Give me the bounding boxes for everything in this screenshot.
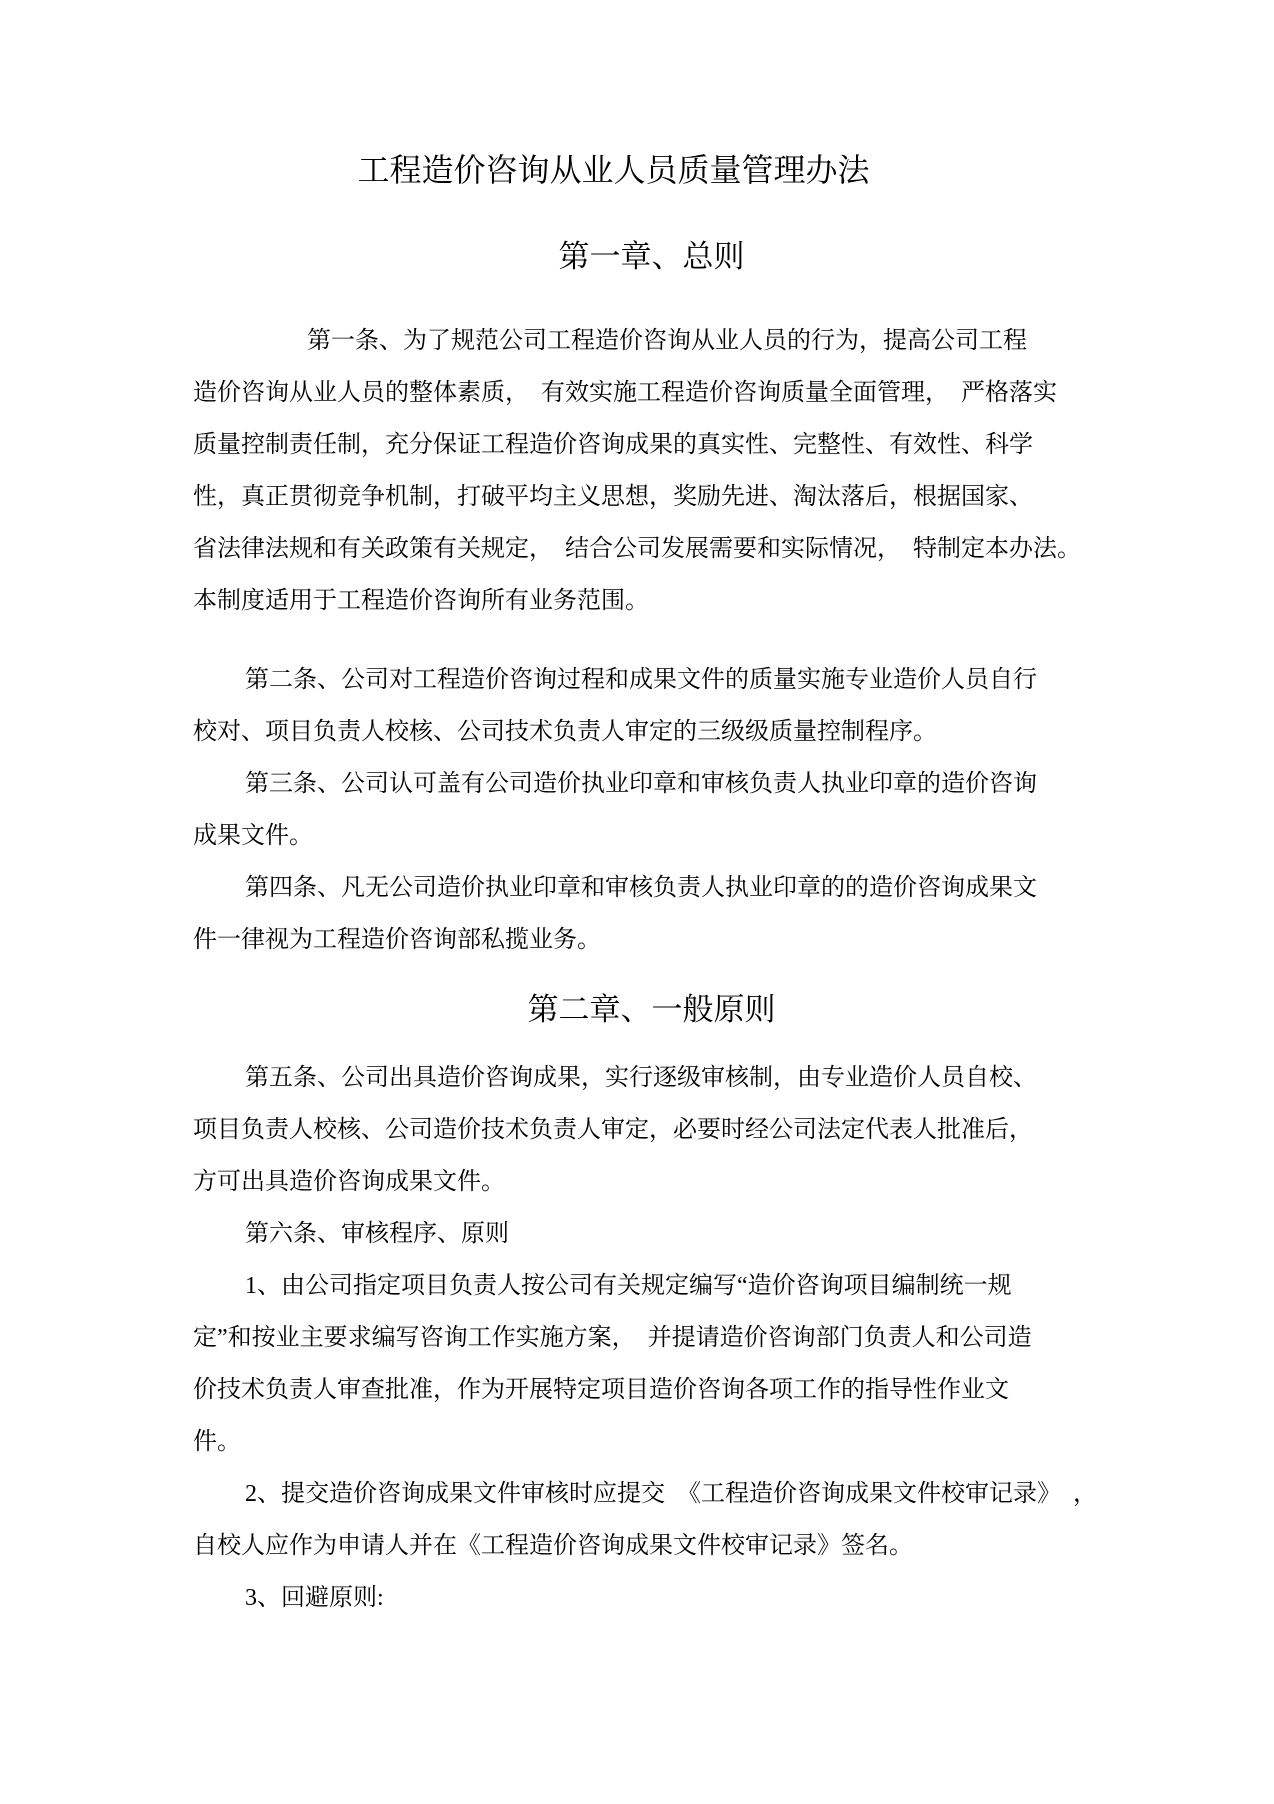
text-line: 1、由公司指定项目负责人按公司有关规定编写“造价咨询项目编制统一规 (245, 1273, 1012, 1299)
text-line: 第六条、审核程序、原则 (245, 1221, 509, 1247)
paragraph-item-2 (193, 1468, 1110, 1572)
text-line: 自校人应作为申请人并在《工程造价咨询成果文件校审记录》签名。 (193, 1533, 913, 1559)
paragraph-article-4 (193, 862, 1110, 966)
text-line: 成果文件。 (193, 823, 313, 849)
text-line: 校对、项目负责人校核、公司技术负责人审定的三级级质量控制程序。 (193, 719, 937, 745)
text-line: 2、提交造价咨询成果文件审核时应提交 《工程造价咨询成果文件校审记录》 ， (245, 1481, 1097, 1507)
text-line: 省法律法规和有关政策有关规定， 结合公司发展需要和实际情况， 特制定本办法。 (193, 536, 1081, 562)
paragraph-article-2 (193, 654, 1110, 758)
paragraph-article-6 (193, 1208, 1110, 1260)
text-line: 第二条、公司对工程造价咨询过程和成果文件的质量实施专业造价人员自行 (245, 667, 1037, 693)
text-line: 件。 (193, 1429, 241, 1455)
text-line: 本制度适用于工程造价咨询所有业务范围。 (193, 588, 649, 614)
text-line: 质量控制责任制，充分保证工程造价咨询成果的真实性、完整性、有效性、科学 (193, 432, 1033, 458)
document-title: 工程造价咨询从业人员质量管理办法 (357, 152, 870, 188)
chapter-1-heading: 第一章、总则 (558, 239, 745, 274)
text-line: 造价咨询从业人员的整体素质， 有效实施工程造价咨询质量全面管理， 严格落实 (193, 380, 1057, 406)
text-line: 件一律视为工程造价咨询部私揽业务。 (193, 927, 601, 953)
text-line: 第五条、公司出具造价咨询成果，实行逐级审核制，由专业造价人员自校、 (245, 1065, 1037, 1091)
text-line: 定”和按业主要求编写咨询工作实施方案， 并提请造价咨询部门负责人和公司造 (193, 1325, 1032, 1351)
text-line: 性，真正贯彻竞争机制，打破平均主义思想，奖励先进、淘汰落后，根据国家、 (193, 484, 1033, 510)
text-line: 第四条、凡无公司造价执业印章和审核负责人执业印章的的造价咨询成果文 (245, 875, 1037, 901)
text-line: 方可出具造价咨询成果文件。 (193, 1169, 505, 1195)
paragraph-item-3 (193, 1572, 1110, 1624)
paragraph-item-1 (193, 1260, 1110, 1468)
paragraph-article-3 (193, 758, 1110, 862)
paragraph-article-5 (193, 1052, 1110, 1208)
text-line: 第三条、公司认可盖有公司造价执业印章和审核负责人执业印章的造价咨询 (245, 771, 1037, 797)
paragraph-article-1 (193, 315, 1110, 627)
text-line: 项目负责人校核、公司造价技术负责人审定，必要时经公司法定代表人批准后， (193, 1117, 1033, 1143)
chapter-2-heading: 第二章、一般原则 (527, 992, 776, 1027)
text-line: 3、回避原则: (245, 1585, 384, 1611)
text-line: 第一条、为了规范公司工程造价咨询从业人员的行为，提高公司工程 (307, 328, 1027, 354)
text-line: 价技术负责人审查批准，作为开展特定项目造价咨询各项工作的指导性作业文 (193, 1377, 1009, 1403)
